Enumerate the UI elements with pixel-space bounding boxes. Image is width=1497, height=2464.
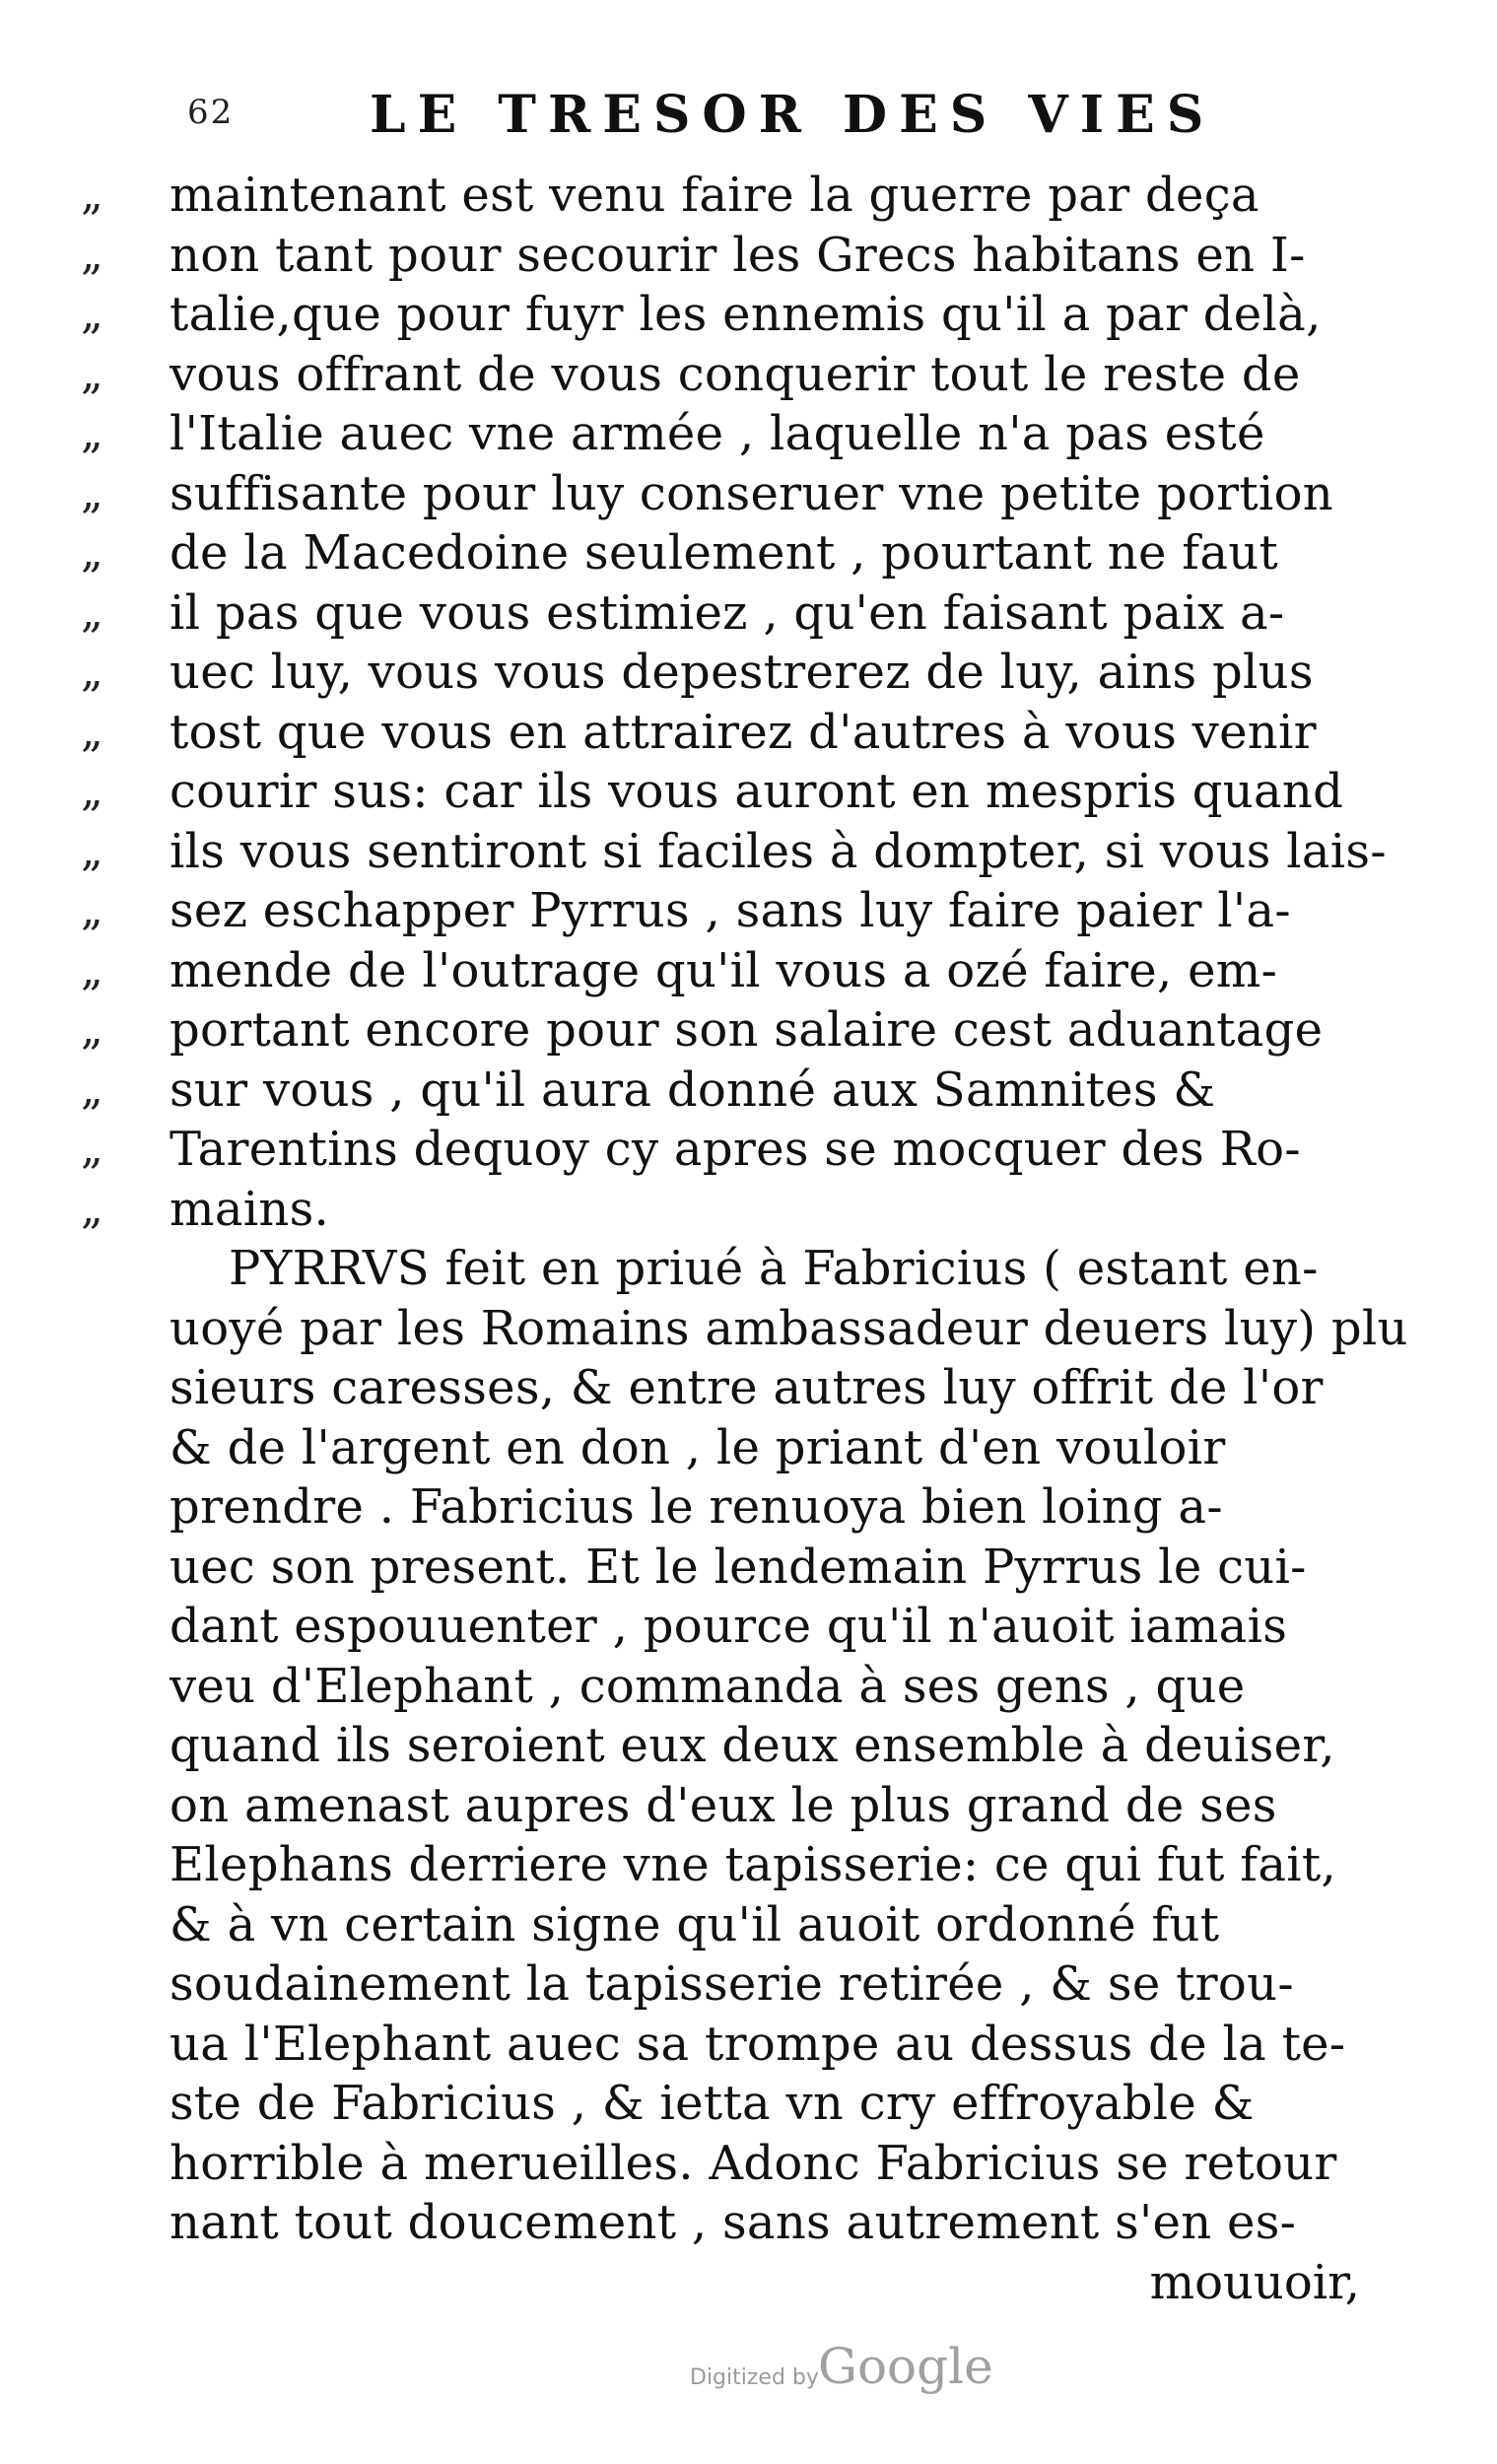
text-line bbox=[59, 1358, 1360, 1418]
text-line bbox=[59, 643, 1360, 703]
line-text: prendre . Fabricius le renuoya bien loing a- bbox=[170, 1479, 1223, 1535]
text-line bbox=[59, 1716, 1360, 1776]
line-text: de la Macedoine seulement , pourtant ne faut bbox=[170, 525, 1279, 581]
line-text: Tarentins dequoy cy apres se mocquer des Ro- bbox=[170, 1122, 1301, 1177]
line-text: suffisante pour luy conseruer vne petite portion bbox=[170, 465, 1333, 521]
text-line bbox=[59, 703, 1360, 763]
line-text: uoyé par les Romains ambassadeur deuers luy) plu bbox=[170, 1300, 1408, 1356]
line-text: uec son present. Et le lendemain Pyrrus le cui- bbox=[170, 1539, 1307, 1595]
line-text: ils vous sentiront si faciles à dompter, si vous lais- bbox=[170, 823, 1387, 879]
text-line bbox=[59, 1299, 1408, 1359]
text-line bbox=[59, 166, 1360, 226]
text-line bbox=[59, 1835, 1360, 1895]
line-text: uec luy, vous vous depestrerez de luy, ains plus bbox=[170, 645, 1314, 700]
text-line bbox=[59, 2015, 1360, 2075]
text-line bbox=[59, 762, 1360, 822]
quotation-mark: „ bbox=[81, 766, 103, 816]
watermark-digitized-by: Digitized by bbox=[690, 2365, 819, 2390]
line-text: sez eschapper Pyrrus , sans luy faire paier l'a- bbox=[170, 883, 1291, 938]
text-line bbox=[59, 2134, 1360, 2194]
text-line bbox=[59, 1657, 1360, 1717]
text-line bbox=[59, 1239, 1360, 1299]
text-line bbox=[59, 1000, 1360, 1061]
text-line bbox=[59, 583, 1360, 644]
line-text: PYRRVS feit en priué à Fabricius ( estant en- bbox=[229, 1241, 1319, 1296]
line-text: tost que vous en attrairez d'autres à vous venir bbox=[170, 704, 1317, 760]
text-line bbox=[59, 1776, 1360, 1836]
quotation-mark: „ bbox=[81, 647, 103, 697]
text-line bbox=[59, 1180, 1360, 1240]
line-text: nant tout doucement , sans autrement s'en es- bbox=[170, 2195, 1297, 2250]
line-text: dant espouuenter , pource qu'il n'auoit iamais bbox=[170, 1599, 1288, 1654]
quotation-mark: „ bbox=[81, 467, 103, 518]
line-text: & de l'argent en don , le priant d'en vouloir bbox=[170, 1419, 1226, 1475]
line-text: quand ils seroient eux deux ensemble à deuiser, bbox=[170, 1718, 1335, 1773]
line-text: maintenant est venu faire la guerre par deça bbox=[170, 168, 1259, 223]
text-line bbox=[59, 1895, 1360, 1955]
text-line bbox=[59, 285, 1360, 345]
line-text: on amenast aupres d'eux le plus grand de ses bbox=[170, 1777, 1277, 1833]
quotation-mark: „ bbox=[81, 825, 103, 876]
text-line bbox=[59, 2074, 1360, 2134]
line-text: sur vous , qu'il aura donné aux Samnites & bbox=[170, 1061, 1216, 1118]
line-text: mains. bbox=[170, 1181, 330, 1237]
quotation-mark: „ bbox=[81, 170, 103, 220]
line-text: soudainement la tapisserie retirée , & se trou- bbox=[170, 1956, 1294, 2012]
google-watermark bbox=[690, 2338, 1005, 2407]
line-text: & à vn certain signe qu'il auoit ordonné fut bbox=[170, 1896, 1220, 1952]
text-line bbox=[59, 523, 1360, 583]
running-title: LE TRESOR DES VIES bbox=[370, 85, 1216, 145]
text-line bbox=[59, 941, 1360, 1001]
catchword-line bbox=[59, 2253, 1360, 2313]
line-text: mende de l'outrage qu'il vous a ozé faire, em- bbox=[170, 942, 1278, 998]
text-line bbox=[59, 345, 1360, 405]
line-text: non tant pour secourir les Grecs habitans en I- bbox=[170, 227, 1306, 283]
text-line bbox=[59, 2193, 1360, 2253]
quotation-mark: „ bbox=[81, 408, 103, 458]
text-line bbox=[59, 881, 1360, 941]
line-text: courir sus: car ils vous auront en mespris quand bbox=[170, 764, 1344, 819]
text-line bbox=[59, 404, 1360, 464]
text-line bbox=[59, 1418, 1360, 1478]
quotation-mark: „ bbox=[81, 1124, 103, 1174]
line-text: l'Italie auec vne armée , laquelle n'a pas esté bbox=[170, 406, 1265, 461]
text-line bbox=[59, 1597, 1360, 1657]
running-head bbox=[0, 85, 1497, 144]
page-number: 62 bbox=[187, 93, 235, 132]
line-text: portant encore pour son salaire cest aduantage bbox=[170, 1002, 1324, 1058]
line-text: ua l'Elephant auec sa trompe au dessus de la te- bbox=[170, 2016, 1346, 2072]
line-text: vous offrant de vous conquerir tout le reste de bbox=[170, 346, 1301, 402]
text-line bbox=[59, 226, 1360, 286]
text-body bbox=[59, 166, 1408, 2312]
line-text: Elephans derriere vne tapisserie: ce qui fut fait, bbox=[170, 1837, 1337, 1892]
quotation-mark: „ bbox=[81, 586, 103, 638]
line-text: horrible à merueilles. Adonc Fabricius se retour bbox=[170, 2135, 1337, 2191]
line-text: il pas que vous estimiez , qu'en faisant paix a- bbox=[170, 584, 1285, 641]
quotation-mark: „ bbox=[81, 1183, 103, 1234]
line-text: veu d'Elephant , commanda à ses gens , que bbox=[170, 1658, 1246, 1714]
text-line bbox=[59, 1477, 1360, 1538]
quotation-mark: „ bbox=[81, 1063, 103, 1115]
quotation-mark: „ bbox=[81, 289, 103, 339]
quotation-mark: „ bbox=[81, 706, 103, 757]
text-line bbox=[59, 1954, 1360, 2015]
quotation-mark: „ bbox=[81, 229, 103, 280]
text-line bbox=[59, 1538, 1360, 1598]
quotation-mark: „ bbox=[81, 944, 103, 995]
catchword: mouuoir, bbox=[1149, 2254, 1360, 2310]
line-text: sieurs caresses, & entre autres luy offrit de l'or bbox=[170, 1360, 1324, 1415]
text-line bbox=[59, 464, 1360, 524]
quotation-mark: „ bbox=[81, 348, 103, 399]
text-line bbox=[59, 1061, 1360, 1121]
quotation-mark: „ bbox=[81, 885, 103, 935]
quotation-mark: „ bbox=[81, 1004, 103, 1055]
text-line bbox=[59, 1120, 1360, 1180]
text-line bbox=[59, 822, 1387, 882]
quotation-mark: „ bbox=[81, 527, 103, 578]
line-text: talie,que pour fuyr les ennemis qu'il a par delà, bbox=[170, 287, 1322, 342]
line-text: ste de Fabricius , & ietta vn cry effroyable & bbox=[170, 2076, 1255, 2131]
watermark-google-logo: Google bbox=[818, 2338, 993, 2395]
